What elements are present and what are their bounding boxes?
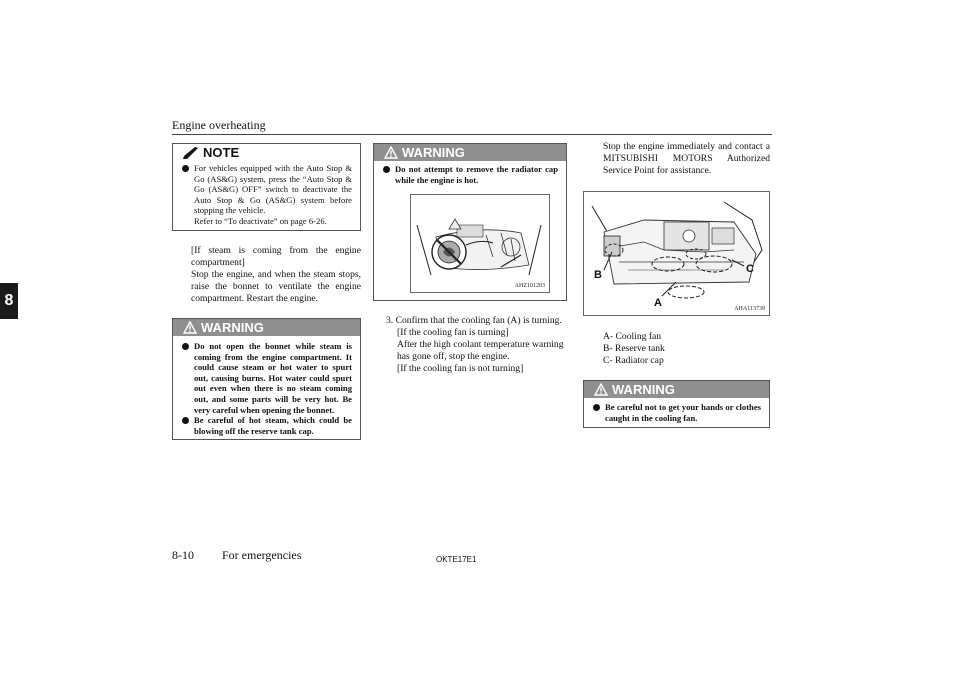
service-paragraph xyxy=(603,141,770,177)
warning-item: Do not attempt to remove the radiator cap while the engine is hot. xyxy=(382,164,558,185)
fan-turning-heading: [If the cooling fan is turning] xyxy=(397,327,509,338)
legend-item: B- Reserve tank xyxy=(603,343,665,354)
legend-item: A- Cooling fan xyxy=(603,331,662,342)
warning-box-fan xyxy=(583,380,770,428)
warning-header xyxy=(584,381,769,398)
page-number: 8-10 xyxy=(172,548,194,562)
warning-list xyxy=(374,161,566,190)
warning-triangle-icon xyxy=(183,321,197,334)
note-item: For vehicles equipped with the Auto Stop & Go (AS&G) system, press the “Auto Stop & Go (AS&G) OFF” switch to deactivate the Auto Stop & Go (AS&G) system before stopping the vehicle. Refer to “To deactivate” on page 6-26. xyxy=(181,163,352,227)
warning-label: WARNING xyxy=(612,382,675,397)
engine-compartment-drawing xyxy=(584,192,769,315)
warning-header xyxy=(173,319,360,336)
warning-header xyxy=(374,144,566,161)
steam-paragraph xyxy=(191,245,361,305)
warning-box-radiator xyxy=(373,143,567,301)
warning-item: Be careful not to get your hands or clothes caught in the cooling fan. xyxy=(592,402,761,423)
service-body: Stop the engine immediately and contact a MITSUBISHI MOTORS Authorized Service Point for assistance. xyxy=(603,141,770,176)
step-3-line: 3. Confirm that the cooling fan (A) is turning. xyxy=(386,315,562,326)
warning-label: WARNING xyxy=(201,320,264,335)
warning-list xyxy=(173,336,360,441)
radiator-cap-drawing xyxy=(411,195,549,292)
warning-triangle-icon xyxy=(594,383,608,396)
pencil-icon xyxy=(183,147,199,159)
note-label: NOTE xyxy=(203,145,240,160)
callout-a: A xyxy=(654,297,662,309)
steam-body: Stop the engine, and when the steam stops, raise the bonnet to ventilate the engine compartment. Restart the engine. xyxy=(191,269,361,304)
steam-heading: [If steam is coming from the engine compartment] xyxy=(191,245,361,268)
figure-code: AHA113739 xyxy=(734,306,765,312)
radiator-cap-illustration xyxy=(410,194,550,293)
page-header-title: Engine overheating xyxy=(172,118,266,132)
warning-item: Do not open the bonnet while steam is coming from the engine compartment. It could cause steam or hot water to spurt out, causing burns. Hot water could spurt out even when there is no steam coming out, and some parts will be very hot. Be very careful when opening the bonnet. xyxy=(181,341,352,415)
warning-item: Be careful of hot steam, which could be blowing off the reserve tank cap. xyxy=(181,415,352,436)
engine-compartment-illustration xyxy=(583,191,770,316)
warning-box-bonnet xyxy=(172,318,361,440)
note-box xyxy=(172,143,361,231)
warning-label: WARNING xyxy=(402,145,465,160)
note-list xyxy=(173,161,360,232)
callout-b: B xyxy=(594,269,602,281)
chapter-tab: 8 xyxy=(0,283,18,319)
warning-triangle-icon xyxy=(384,146,398,159)
fan-not-turning-heading: [If the cooling fan is not turning] xyxy=(397,363,524,374)
legend-item: C- Radiator cap xyxy=(603,355,664,366)
warning-list xyxy=(584,398,769,428)
fan-turning-body: After the high coolant temperature warning has gone off, stop the engine. xyxy=(397,339,564,362)
step-3 xyxy=(386,315,568,375)
note-header xyxy=(173,144,360,161)
figure-legend xyxy=(603,331,763,367)
header-rule xyxy=(172,134,772,135)
section-name: For emergencies xyxy=(222,548,302,562)
callout-c: C xyxy=(746,263,754,275)
document-code: OKTE17E1 xyxy=(436,555,477,564)
figure-code: AHZ101203 xyxy=(514,283,545,289)
